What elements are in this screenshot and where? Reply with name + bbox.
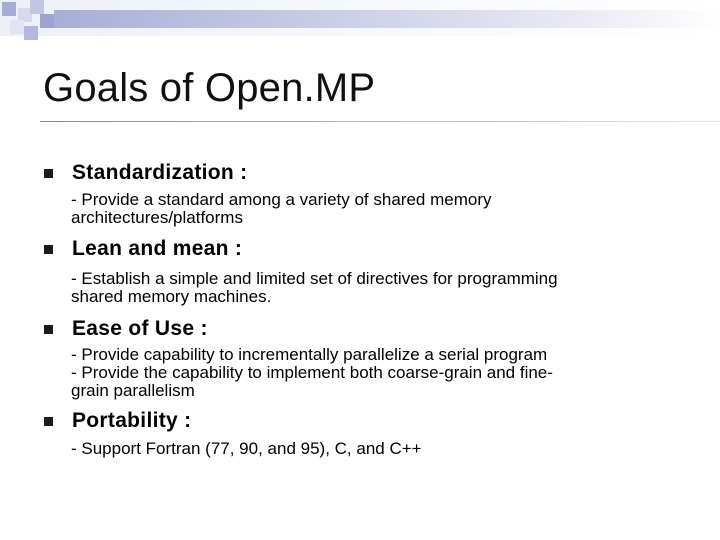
square-bullet-icon xyxy=(44,325,53,334)
bullet-heading: Portability : xyxy=(72,409,192,432)
square-bullet-icon xyxy=(44,417,53,426)
bullet-description: - Provide a standard among a variety of shared memory architectures/platforms xyxy=(71,190,492,227)
bullet-heading: Lean and mean : xyxy=(72,237,243,260)
bullet-item-ease-of-use xyxy=(44,316,684,400)
bullet-item-portability xyxy=(44,408,684,458)
slide-title: Goals of Open.MP xyxy=(43,66,376,110)
title-divider xyxy=(40,121,720,122)
decorative-square xyxy=(10,20,24,34)
decorative-square xyxy=(30,0,44,14)
decorative-square xyxy=(40,14,54,28)
bullet-description: - Support Fortran (77, 90, and 95), C, and C++ xyxy=(71,439,422,458)
bullet-description: - Establish a simple and limited set of directives for programming shared memory machines. xyxy=(71,269,558,306)
decorative-square xyxy=(2,2,16,16)
bullet-heading: Standardization : xyxy=(72,161,248,184)
bullet-item-lean-and-mean xyxy=(44,236,684,306)
square-bullet-icon xyxy=(44,169,53,178)
square-bullet-icon xyxy=(44,245,53,254)
bullet-heading: Ease of Use : xyxy=(72,317,208,340)
bullet-item-standardization xyxy=(44,160,684,227)
header-decoration-band xyxy=(0,0,720,36)
decorative-square xyxy=(24,26,38,40)
bullet-list xyxy=(44,154,684,458)
bullet-description: - Provide capability to incrementally parallelize a serial program - Provide the capability to implement both coarse-grain and fine- grain parallelism xyxy=(71,345,553,400)
